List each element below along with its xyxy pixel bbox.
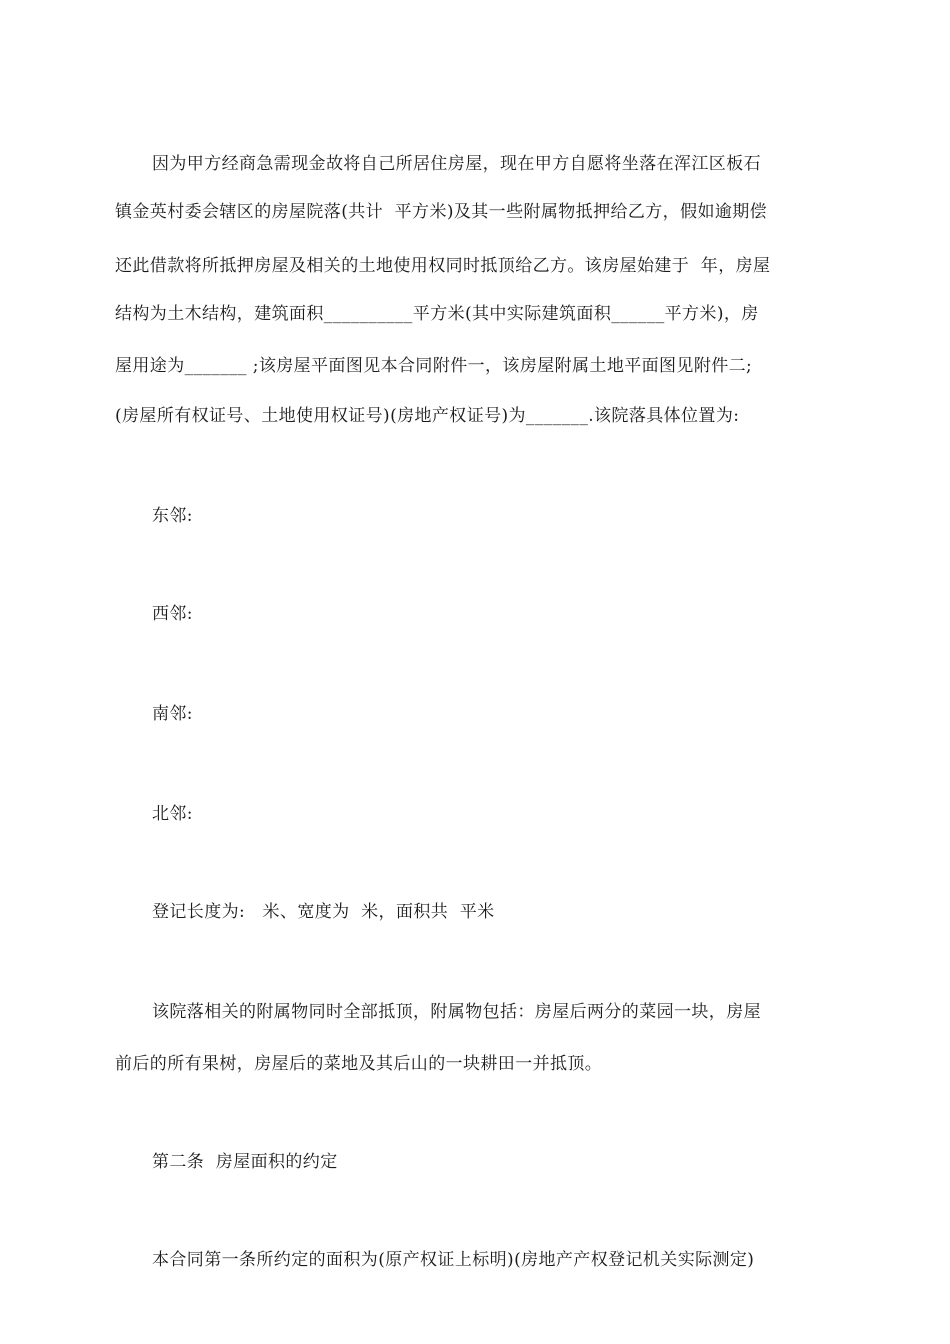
paragraph-1-line-1: 因为甲方经商急需现金故将自己所居住房屋，现在甲方自愿将坐落在浑江区板石 — [152, 154, 761, 174]
registration-dimensions: 登记长度为: 米、宽度为 米，面积共 平米 — [152, 902, 495, 922]
paragraph-3-line-1: 本合同第一条所约定的面积为(原产权证上标明)(房地产产权登记机关实际测定) — [152, 1250, 755, 1270]
paragraph-1-line-6: (房屋所有权证号、土地使用权证号)(房地产权证号)为_______.该院落具体位置为: — [115, 406, 740, 426]
paragraph-1-line-5: 屋用途为_______ ;该房屋平面图见本合同附件一，该房屋附属土地平面图见附件二; — [115, 356, 753, 376]
paragraph-1-line-4: 结构为土木结构，建筑面积__________平方米(其中实际建筑面积______平方米)，房 — [115, 304, 759, 324]
article-2-heading: 第二条 房屋面积的约定 — [152, 1152, 338, 1172]
neighbor-west-label: 西邻: — [152, 604, 193, 624]
neighbor-south-label: 南邻: — [152, 704, 193, 724]
paragraph-1-line-2: 镇金英村委会辖区的房屋院落(共计 平方米)及其一些附属物抵押给乙方，假如逾期偿 — [115, 202, 768, 222]
paragraph-2-line-2: 前后的所有果树，房屋后的菜地及其后山的一块耕田一并抵顶。 — [115, 1054, 603, 1074]
paragraph-1-line-3: 还此借款将所抵押房屋及相关的土地使用权同时抵顶给乙方。该房屋始建于 年，房屋 — [115, 256, 771, 276]
neighbor-east-label: 东邻: — [152, 506, 193, 526]
paragraph-2-line-1: 该院落相关的附属物同时全部抵顶，附属物包括：房屋后两分的菜园一块，房屋 — [152, 1002, 761, 1022]
neighbor-north-label: 北邻: — [152, 804, 193, 824]
